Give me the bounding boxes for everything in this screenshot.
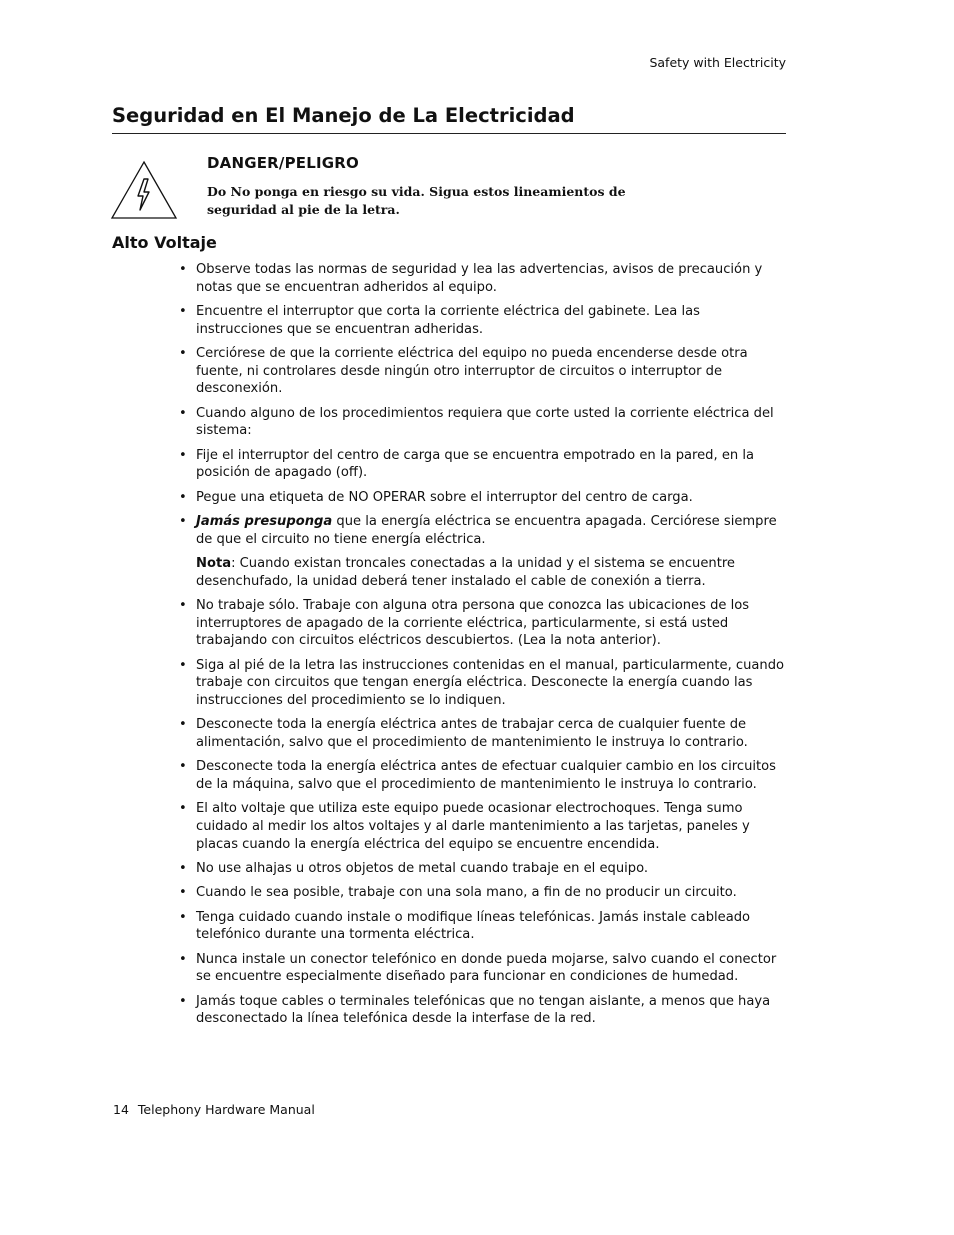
list-item: • Jamás toque cables o terminales telefónicas que no tengan aislante, a menos que haya desconectado la línea telefónica desde la interfase de la red. [196, 993, 788, 1028]
list-item: • Fije el interruptor del centro de carga que se encuentra empotrado en la pared, en la posición de apagado (off). [196, 447, 788, 482]
list-item: • Desconecte toda la energía eléctrica antes de trabajar cerca de cualquier fuente de alimentación, salvo que el procedimiento de mantenimiento le instruya lo contrario. [196, 716, 788, 751]
list-item-text: que la energía eléctrica se encuentra apagada. Cerciórese siempre de que el circuito no tiene energía eléctrica. [196, 514, 777, 547]
note-label: Nota [196, 556, 232, 571]
list-item: • Cuando alguno de los procedimientos requiera que corte usted la corriente eléctrica del sistema: [196, 405, 788, 440]
list-item: • No use alhajas u otros objetos de metal cuando trabaje en el equipo. [196, 860, 788, 878]
running-header: Safety with Electricity [649, 55, 786, 70]
list-item [196, 513, 788, 590]
list-item: • Encuentre el interruptor que corta la corriente eléctrica del gabinete. Lea las instrucciones que se encuentran adheridas. [196, 303, 788, 338]
list-item: • Desconecte toda la energía eléctrica antes de efectuar cualquier cambio en los circuitos de la máquina, salvo que el procedimiento de mantenimiento le instruya lo contrario. [196, 758, 788, 793]
danger-heading: DANGER/PELIGRO [207, 154, 359, 172]
emphasis-text: Jamás presuponga [196, 514, 333, 529]
page-footer [113, 1102, 315, 1117]
note [196, 555, 788, 590]
list-item: • Pegue una etiqueta de NO OPERAR sobre el interruptor del centro de carga. [196, 489, 788, 507]
list-item: • Nunca instale un conector telefónico en donde pueda mojarse, salvo cuando el conector se encuentre especialmente diseñado para funcionar en condiciones de humedad. [196, 951, 788, 986]
manual-title: Telephony Hardware Manual [137, 1102, 315, 1117]
list-item: • Siga al pié de la letra las instrucciones contenidas en el manual, particularmente, cuando trabaje con circuitos que tengan energía eléctrica. Desconecte la energía cuando las instrucciones del procedimiento se lo indiquen. [196, 657, 788, 710]
list-item: • El alto voltaje que utiliza este equipo puede ocasionar electrochoques. Tenga sumo cuidado al medir los altos voltajes y al darle mantenimiento a las tarjetas, paneles y placas cuando la energía eléctrica del equipo se encuentre encendida. [196, 800, 788, 853]
danger-text: Do No ponga en riesgo su vida. Sigua estos lineamientos de seguridad al pie de la letra. [207, 184, 626, 217]
page-number: 14 [113, 1102, 129, 1117]
list-item: • Observe todas las normas de seguridad y lea las advertencias, avisos de precaución y notas que se encuentran adheridos al equipo. [196, 261, 788, 296]
high-voltage-warning-icon [110, 160, 178, 220]
section-title: Seguridad en El Manejo de La Electricidad [112, 104, 575, 127]
list-item: • Cuando le sea posible, trabaje con una sola mano, a fin de no producir un circuito. [196, 884, 788, 902]
safety-bullet-list [0, 261, 954, 1035]
note-text: : Cuando existan troncales conectadas a la unidad y el sistema se encuentre desenchufado, la unidad deberá tener instalado el cable de conexión a tierra. [196, 556, 735, 589]
title-rule [112, 133, 786, 134]
list-item: • Cerciórese de que la corriente eléctrica del equipo no pueda encenderse desde otra fuente, ni controlares desde ningún otro interruptor de circuitos o interruptor de desconexión. [196, 345, 788, 398]
subsection-title: Alto Voltaje [112, 233, 217, 252]
list-item: • Tenga cuidado cuando instale o modifique líneas telefónicas. Jamás instale cableado telefónico durante una tormenta eléctrica. [196, 909, 788, 944]
list-item: • No trabaje sólo. Trabaje con alguna otra persona que conozca las ubicaciones de los interruptores de apagado de la corriente eléctrica, particularmente, si está usted trabajando con circuitos eléctricos descubiertos. (Lea la nota anterior). [196, 597, 788, 650]
